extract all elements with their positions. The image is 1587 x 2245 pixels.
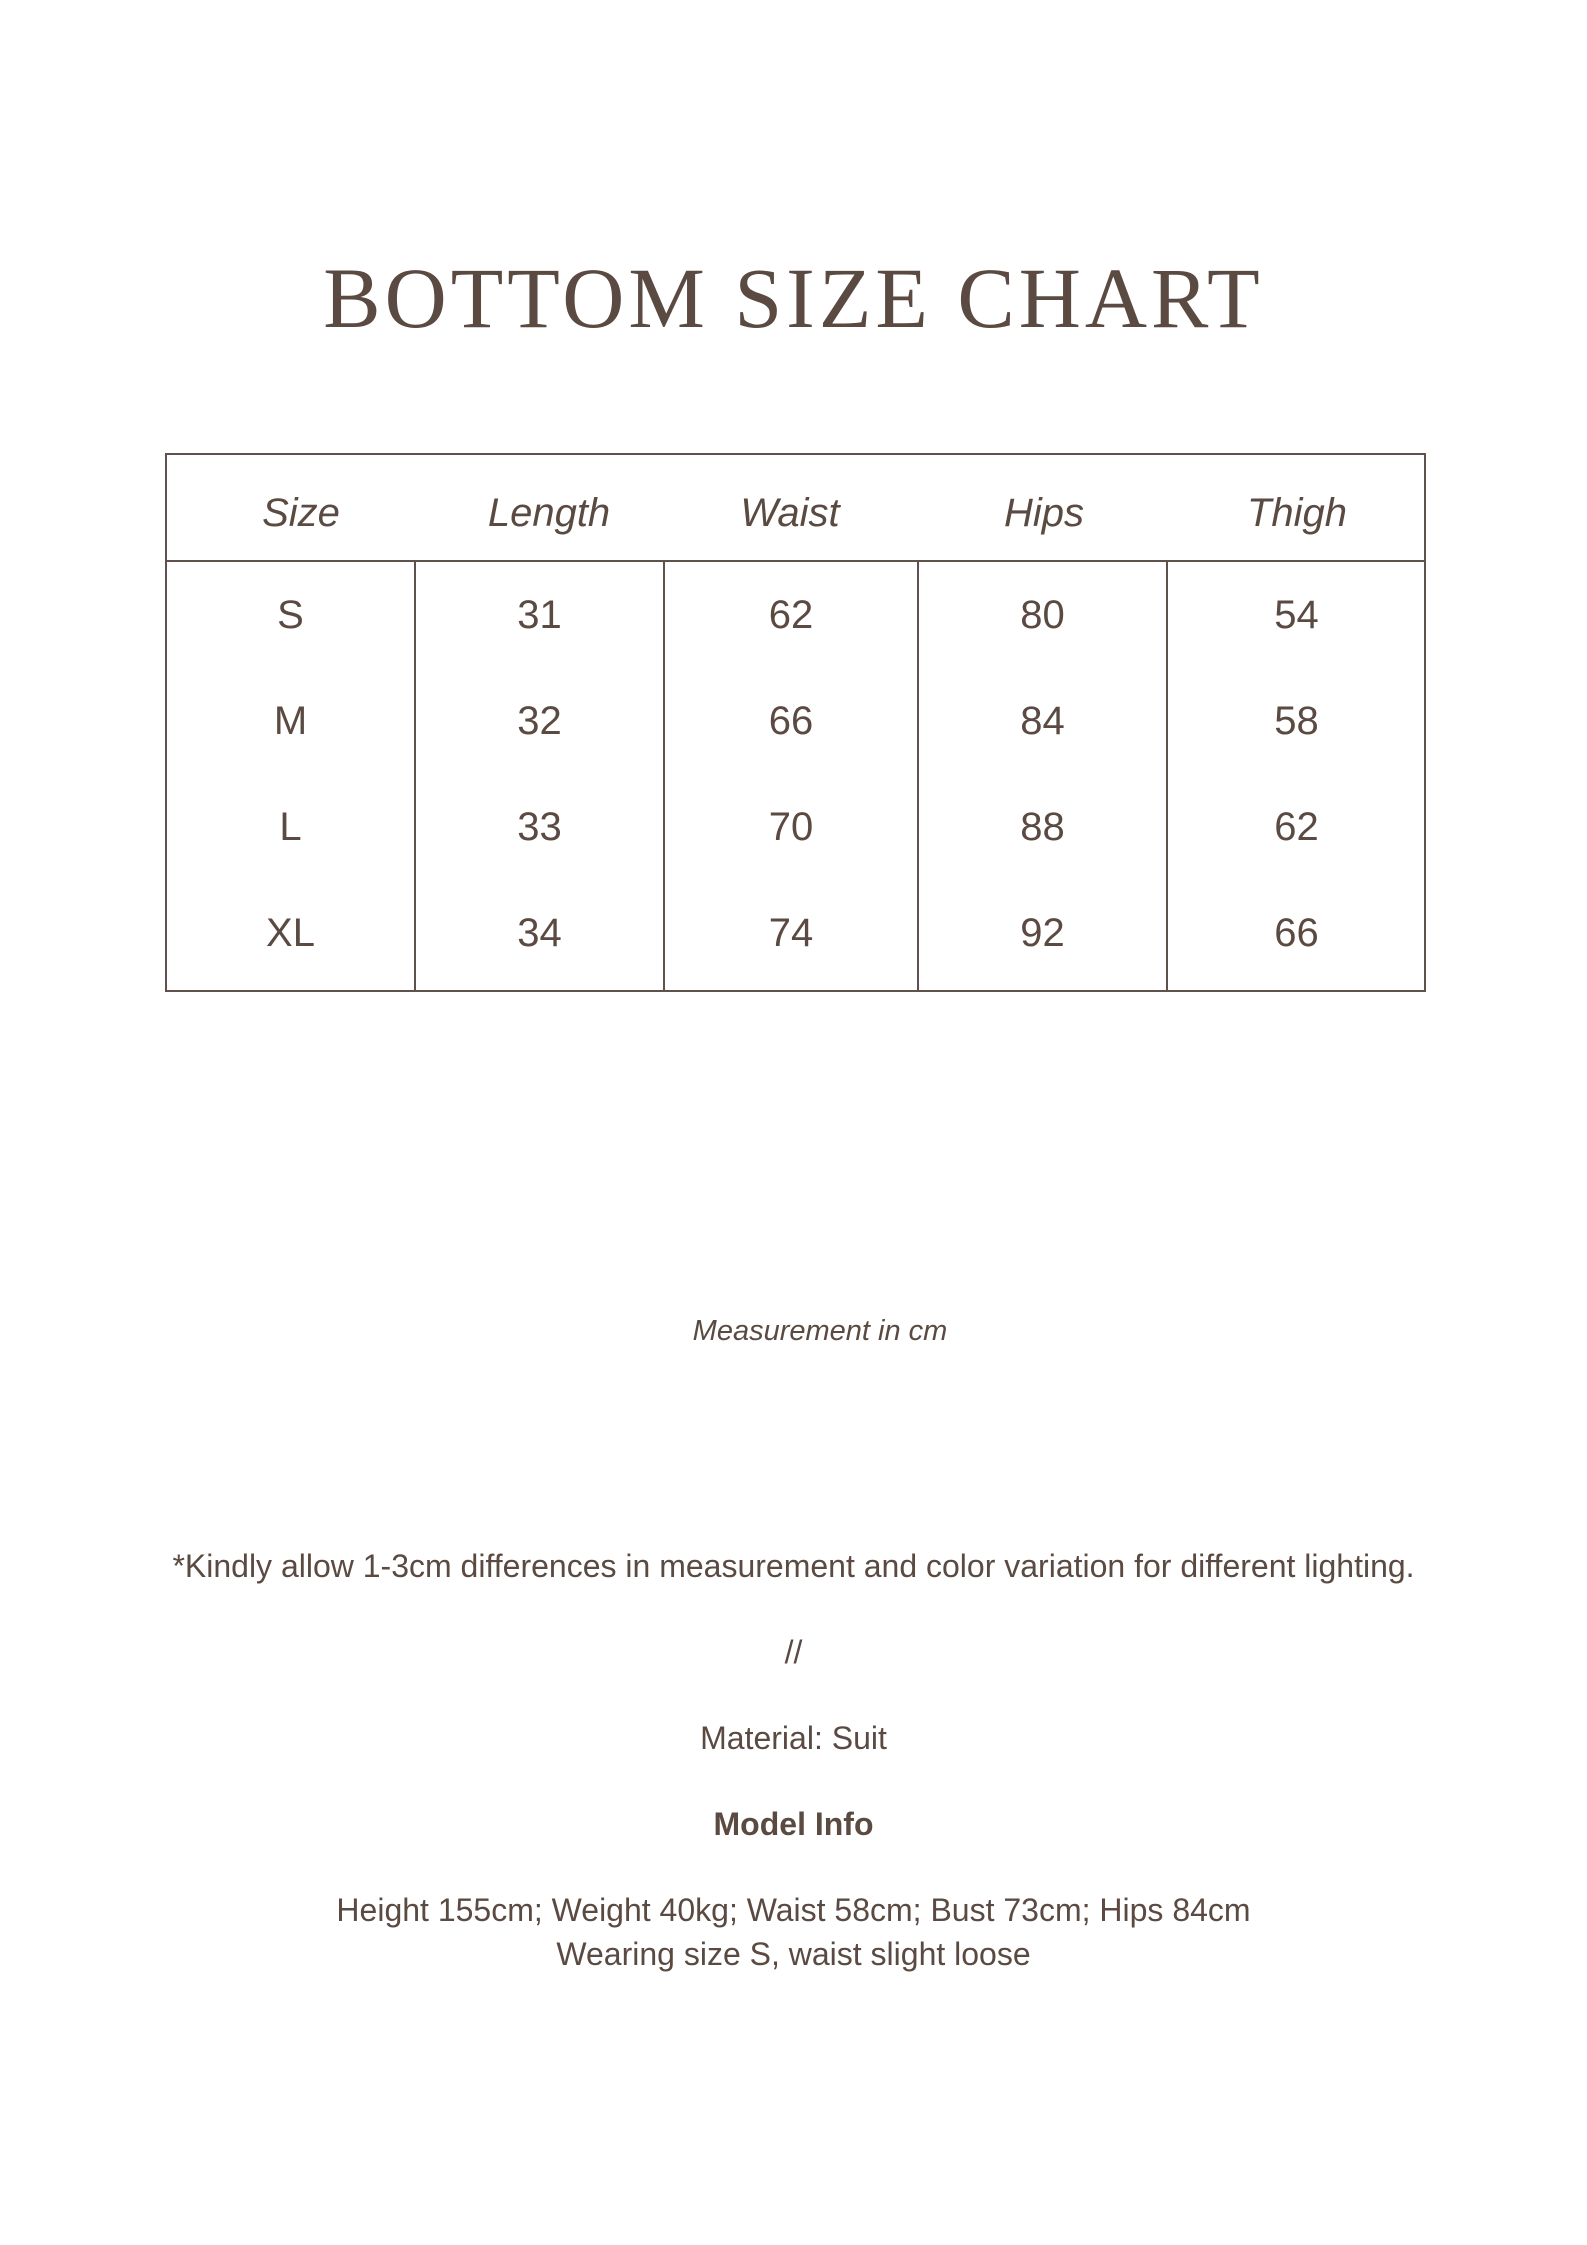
- header-thigh: Thigh: [1246, 491, 1348, 535]
- header-waist: Waist: [740, 491, 840, 535]
- cell-thigh: 66: [1274, 911, 1319, 955]
- model-stats-text: Height 155cm; Weight 40kg; Waist 58cm; Bust 73cm; Hips 84cm: [336, 1892, 1251, 1928]
- cell-waist: 66: [768, 699, 814, 743]
- disclaimer-text: *Kindly allow 1-3cm differences in measurement and color variation for different lighting.: [172, 1548, 1415, 1584]
- cell-length: 34: [517, 911, 562, 955]
- cell-hips: 88: [1020, 805, 1065, 849]
- separator: //: [784, 1634, 803, 1670]
- table-row: [167, 774, 1424, 880]
- cell-waist: 62: [768, 593, 814, 637]
- cell-hips: 92: [1020, 911, 1065, 955]
- cell-hips: 84: [1020, 699, 1065, 743]
- table-header-row: [167, 455, 1424, 562]
- header-length: Length: [487, 491, 611, 535]
- size-chart-table: [165, 453, 1426, 992]
- cell-size: XL: [266, 911, 315, 955]
- header-hips: Hips: [1003, 491, 1085, 535]
- cell-waist: 74: [768, 911, 814, 955]
- cell-thigh: 54: [1274, 593, 1319, 637]
- cell-length: 32: [517, 699, 562, 743]
- measurement-unit-note: Measurement in cm: [692, 1315, 948, 1347]
- model-info-heading: Model Info: [713, 1806, 874, 1842]
- cell-waist: 70: [768, 805, 814, 849]
- model-wearing-text: Wearing size S, waist slight loose: [556, 1936, 1031, 1972]
- page-title: BOTTOM SIZE CHART: [323, 250, 1264, 346]
- cell-size: L: [279, 805, 302, 849]
- table-row: [167, 668, 1424, 774]
- cell-thigh: 58: [1274, 699, 1319, 743]
- header-size: Size: [262, 491, 340, 535]
- table-row: [167, 562, 1424, 668]
- cell-hips: 80: [1020, 593, 1065, 637]
- cell-length: 31: [517, 593, 562, 637]
- cell-length: 33: [517, 805, 562, 849]
- material-text: Material: Suit: [700, 1720, 887, 1756]
- cell-size: S: [277, 593, 304, 637]
- cell-thigh: 62: [1274, 805, 1319, 849]
- cell-size: M: [273, 699, 308, 743]
- table-row: [167, 880, 1424, 986]
